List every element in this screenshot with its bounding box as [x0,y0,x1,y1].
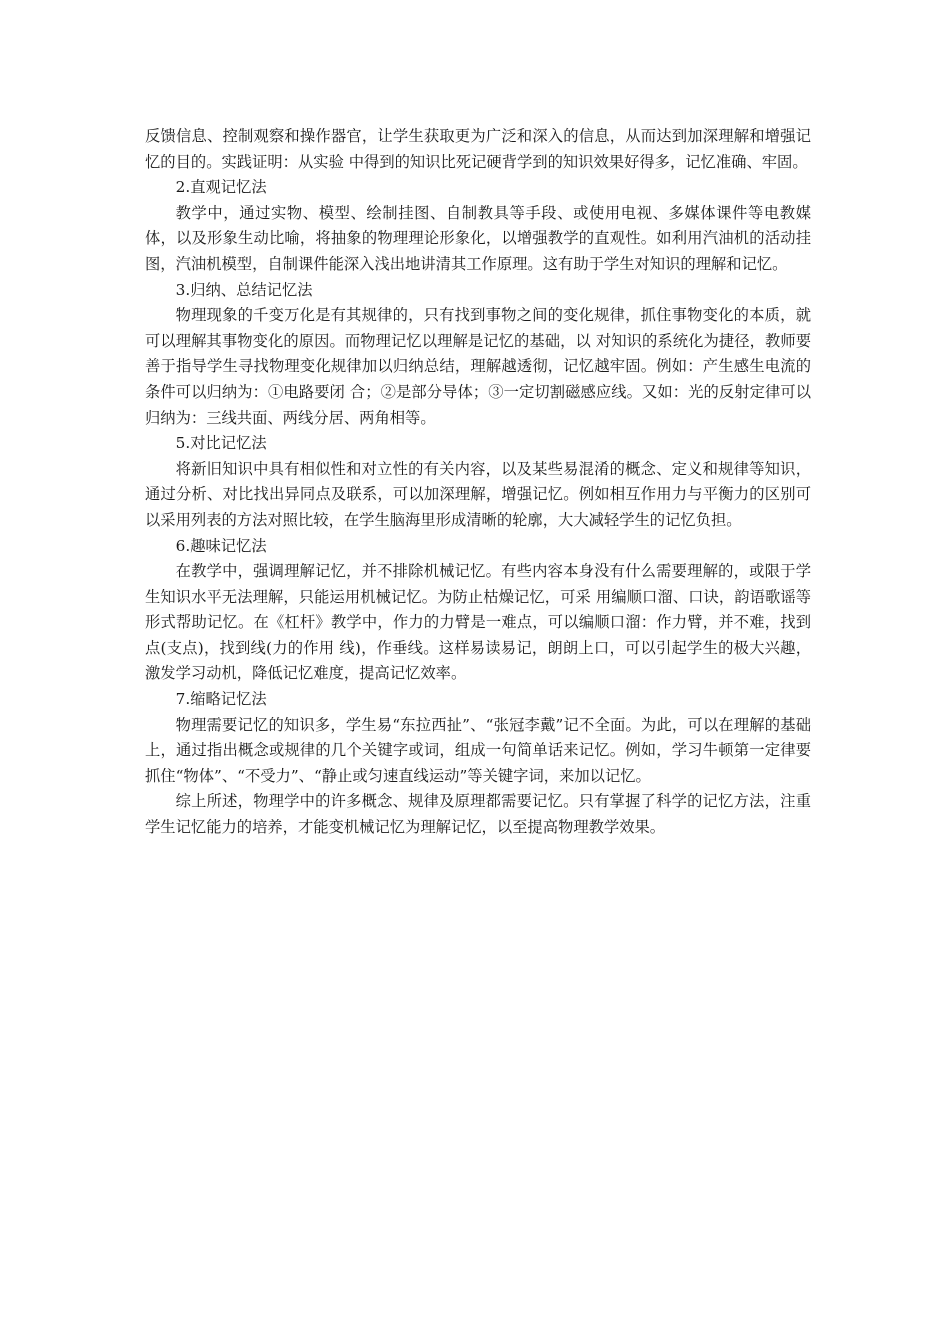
section-heading-intuitive-memory: 2.直观记忆法 [175,178,267,197]
document-body [145,124,811,841]
paragraph-abbreviation-memory: 物理需要记忆的知识多，学生易“东拉西扯”、“张冠李戴”记不全面。为此，可以在理解的基础上，通过指出概念或规律的几个关键字或词，组成一句简单话来记忆。例如，学习牛顿第一定律要抓住“物体”、“不受力”、“静止或匀速直线运动”等关键字词，来加以记忆。 [145,715,811,785]
paragraph-induction-memory: 物理现象的千变万化是有其规律的，只有找到事物之间的变化规律，抓住事物变化的本质，就可以理解其事物变化的原因。而物理记忆以理解是记忆的基础，以 对知识的系统化为捷径，教师要善于指导学生寻找物理变化规律加以归纳总结，理解越透彻，记忆越牢固。例如：产生感生电流的条件可以归纳为：①电路要闭 合；②是部分导体；③一定切割磁感应线。又如：光的反射定律可以归纳为：三线共面、两线分居、两角相等。 [145,306,811,427]
paragraph-contrast-memory: 将新旧知识中具有相似性和对立性的有关内容，以及某些易混淆的概念、定义和规律等知识，通过分析、对比找出异同点及联系，可以加深理解，增强记忆。例如相互作用力与平衡力的区别可以采用列表的方法对照比较，在学生脑海里形成清晰的轮廓，大大减轻学生的记忆负担。 [145,459,811,529]
paragraph-intuitive-memory: 教学中，通过实物、模型、绘制挂图、自制教具等手段、或使用电视、多媒体课件等电教媒体，以及形象生动比喻，将抽象的物理理论形象化，以增强教学的直观性。如利用汽油机的活动挂图，汽油机模型，自制课件能深入浅出地讲清其工作原理。这有助于学生对知识的理解和记忆。 [145,203,811,273]
paragraph-fun-memory: 在教学中，强调理解记忆，并不排除机械记忆。有些内容本身没有什么需要理解的，或限于学生知识水平无法理解，只能运用机械记忆。为防止枯燥记忆，可采 用编顺口溜、口诀，韵语歌谣等形式帮助记忆。在《杠杆》教学中，作力的力臂是一难点，可以编顺口溜：作力臂，并不难，找到点(支点)，找到线(力的作用 线)，作垂线。这样易读易记，朗朗上口，可以引起学生的极大兴趣，激发学习动机，降低记忆难度，提高记忆效率。 [145,562,811,683]
section-heading-fun-memory: 6.趣味记忆法 [175,536,267,555]
paragraph-conclusion: 综上所述，物理学中的许多概念、规律及原理都需要记忆。只有掌握了科学的记忆方法，注重学生记忆能力的培养，才能变机械记忆为理解记忆，以至提高物理教学效果。 [145,792,811,837]
section-heading-induction-memory: 3.归纳、总结记忆法 [175,280,313,299]
section-heading-contrast-memory: 5.对比记忆法 [175,434,267,453]
section-heading-abbreviation-memory: 7.缩略记忆法 [175,690,267,709]
paragraph-intro-continued: 反馈信息、控制观察和操作器官，让学生获取更为广泛和深入的信息，从而达到加深理解和增强记忆的目的。实践证明：从实验 中得到的知识比死记硬背学到的知识效果好得多，记忆准确、牢固。 [145,127,811,171]
